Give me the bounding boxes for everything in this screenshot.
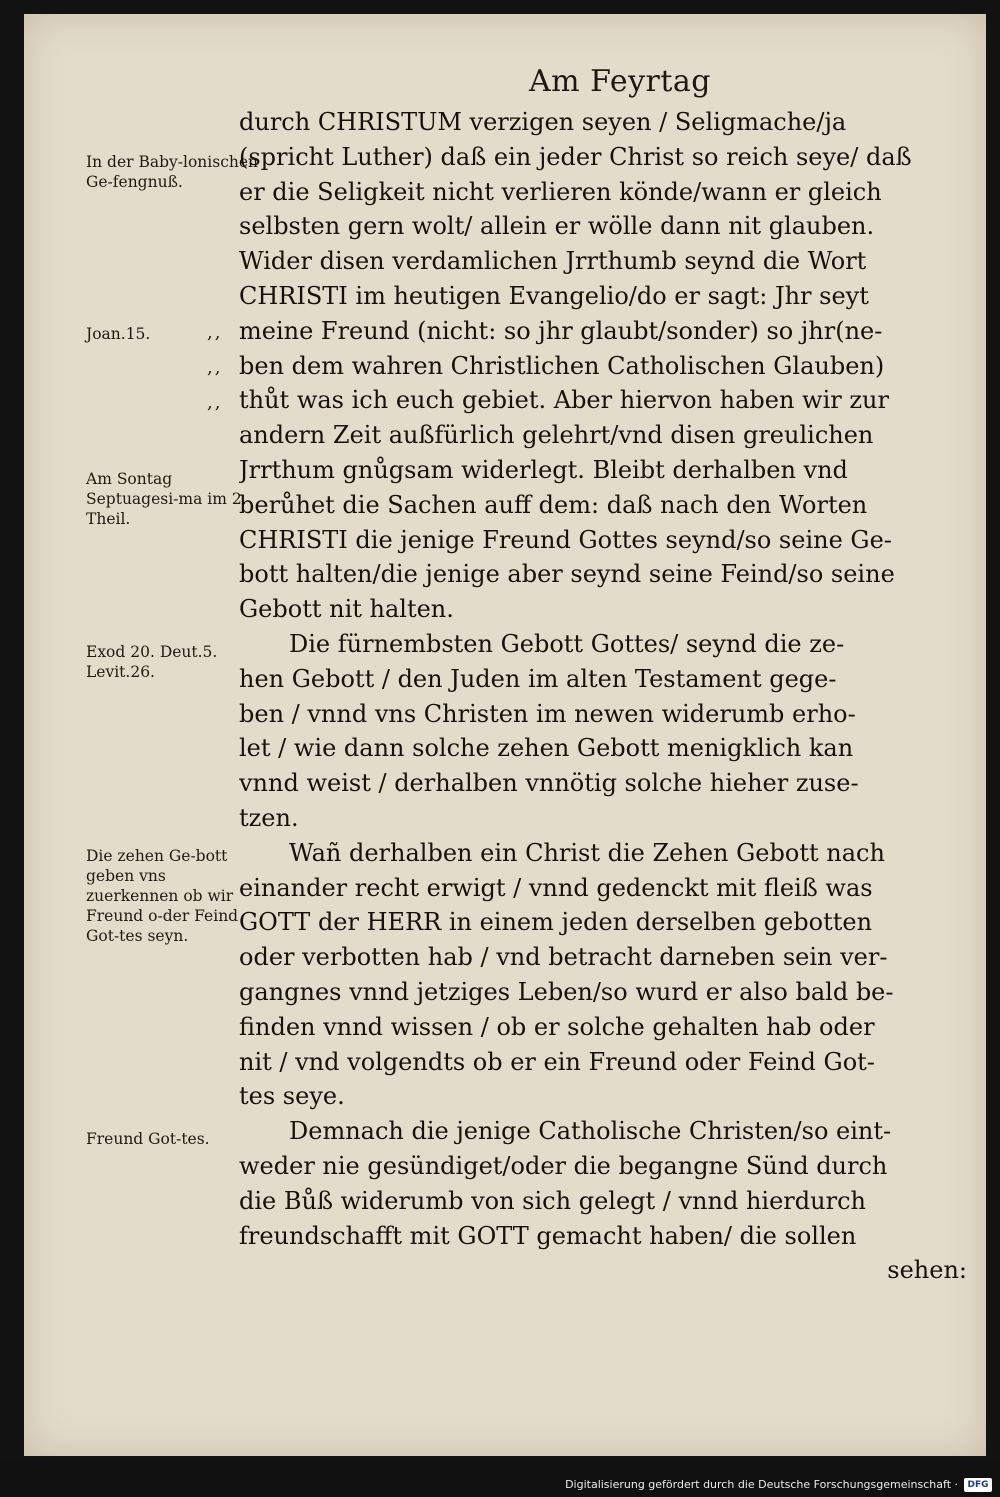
text-line: CHRISTI im heutigen Evangelio/do er sagt: Jhr seyt	[239, 281, 869, 310]
text-line: vnnd weist / derhalben vnnötig solche hieher zuse-	[239, 769, 859, 798]
text-line: Wider disen verdamlichen Jrrthumb seynd die Wort	[239, 247, 867, 276]
text-line: meine Freund (nicht: so jhr glaubt/sonder) so jhr(ne-	[239, 316, 883, 345]
text-line: er die Seligkeit nicht verlieren könde/wann er gleich	[239, 177, 882, 206]
text-line: weder nie gesündiget/oder die begangne Sünd durch	[239, 1151, 888, 1180]
text-line: thůt was ich euch gebiet. Aber hiervon haben wir zur	[239, 386, 889, 415]
body-text	[239, 105, 967, 1288]
funding-notice: Digitalisierung gefördert durch die Deutsche Forschungsgemeinschaft ·	[565, 1478, 958, 1491]
text-line: ben / vnnd vns Christen im newen widerumb erho-	[239, 699, 856, 728]
footer-bar	[0, 1463, 1000, 1497]
text-line: ben dem wahren Christlichen Catholischen Glauben)	[239, 351, 885, 380]
text-line: bott halten/die jenige aber seynd seine Feind/so seine	[239, 560, 895, 589]
text-line: freundschafft mit GOTT gemacht haben/ die sollen	[239, 1221, 857, 1250]
text-line: CHRISTI die jenige Freund Gottes seynd/so seine Ge-	[239, 525, 892, 554]
text-line: tzen.	[239, 803, 299, 832]
text-line: Demnach die jenige Catholische Christen/so eint-	[289, 1117, 892, 1146]
text-line: einander recht erwigt / vnnd gedenckt mit fleiß was	[239, 873, 873, 902]
text-line: durch CHRISTUM verzigen seyen / Seligmache/ja	[239, 108, 847, 136]
text-line: tes seye.	[239, 1082, 345, 1111]
text-line: Die fürnembsten Gebott Gottes/ seynd die ze-	[289, 629, 845, 658]
margin-note: In der Baby-lonischen Ge-fengnuß.	[86, 153, 259, 191]
text-line: selbsten gern wolt/ allein er wölle dann nit glauben.	[239, 212, 875, 241]
margin-note: Am Sontag Septuagesi-ma im 2. Theil.	[86, 470, 247, 528]
margin-note: Exod 20. Deut.5. Levit.26.	[86, 643, 218, 681]
text-line: die Bůß widerumb von sich gelegt / vnnd hierdurch	[239, 1186, 866, 1215]
catchword: sehen:	[887, 1256, 967, 1285]
text-line: andern Zeit außfürlich gelehrt/vnd disen greulichen	[239, 421, 874, 450]
text-line: Wañ derhalben ein Christ die Zehen Gebott nach	[289, 838, 885, 867]
text-line: finden vnnd wissen / ob er solche gehalten hab oder	[239, 1012, 875, 1041]
dfg-logo: DFG	[964, 1478, 992, 1492]
text-line: berůhet die Sachen auff dem: daß nach den Worten	[239, 490, 868, 519]
margin-note: Joan.15.	[86, 325, 151, 343]
text-line: nit / vnd volgendts ob er ein Freund oder Feind Got-	[239, 1047, 875, 1076]
text-line: gangnes vnnd jetziges Leben/so wurd er also bald be-	[239, 977, 894, 1006]
margin-note: Die zehen Ge-bott geben vns zuerkennen ob wir Freund o-der Feind Got-tes seyn.	[86, 847, 239, 945]
quote-mark: ,,	[207, 322, 223, 343]
quote-mark: ,,	[207, 357, 223, 378]
text-line: oder verbotten hab / vnd betracht darneben sein ver-	[239, 943, 888, 972]
text-line: (spricht Luther) daß ein jeder Christ so reich seye/ daß	[239, 142, 912, 171]
running-head: Am Feyrtag	[529, 64, 712, 99]
text-line: let / wie dann solche zehen Gebott menigklich kan	[239, 734, 854, 763]
text-line: GOTT der HERR in einem jeden derselben gebotten	[239, 908, 873, 937]
text-line: hen Gebott / den Juden im alten Testament gege-	[239, 664, 837, 693]
text-line: Jrrthum gnůgsam widerlegt. Bleibt derhalben vnd	[239, 455, 848, 484]
book-page	[24, 14, 986, 1456]
quote-mark: ,,	[207, 392, 223, 413]
text-line: Gebott nit halten.	[239, 595, 454, 624]
margin-note: Freund Got-tes.	[86, 1130, 210, 1148]
